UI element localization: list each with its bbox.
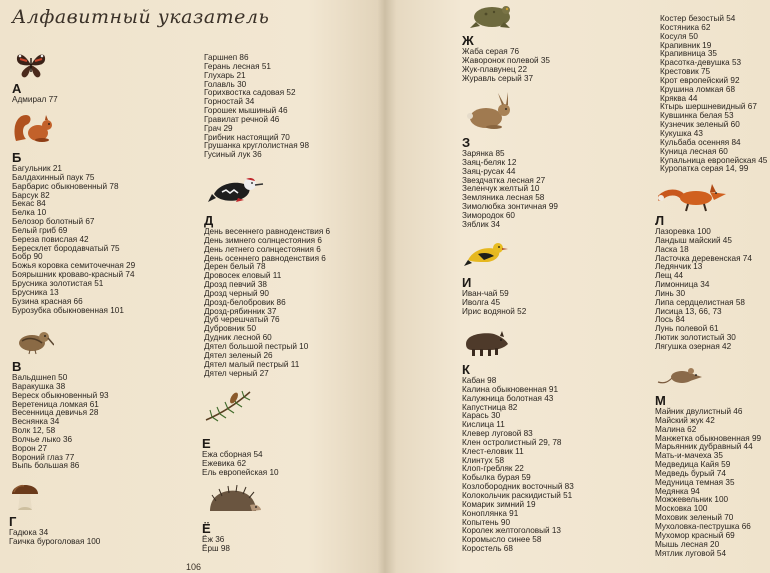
index-entry: Медуница темная 35 [655, 477, 735, 487]
index-entry: Королек желтоголовый 13 [462, 526, 561, 536]
index-entry: Веснянка 34 [12, 417, 60, 427]
index-entry: Дуб черешчатый 76 [204, 315, 280, 325]
index-entry: Белозор болотный 67 [12, 217, 95, 227]
index-entry: Заяц-русак 44 [462, 166, 516, 176]
woodcock-icon [14, 325, 54, 355]
index-entry: Балдахинный паук 75 [12, 172, 95, 182]
index-entry: День зимнего солнцестояния 6 [204, 235, 322, 245]
index-entry: Можжевельник 100 [655, 495, 729, 505]
index-entry: Комарик зимний 19 [462, 499, 536, 509]
index-entry: Горихвостка садовая 52 [204, 88, 296, 98]
index-entry: Лягушка озерная 42 [655, 341, 732, 351]
index-entry: Гадюка 34 [9, 528, 49, 537]
index-entry: Дубровник 50 [204, 324, 257, 334]
index-entry: Мышь лесная 20 [655, 539, 720, 549]
index-entry: Вороний глаз 77 [12, 452, 75, 462]
page-number: 106 [186, 562, 202, 572]
index-entry: Зяблик 34 [462, 219, 501, 229]
index-entry: Моховик зеленый 70 [655, 513, 734, 523]
index-entry: Заяц-беляк 12 [462, 157, 517, 167]
index-entry: Брусника 13 [12, 287, 59, 297]
section-letter: З [462, 135, 471, 150]
index-entry: Майский жук 42 [655, 415, 715, 425]
index-entry: Выпь большая 86 [12, 461, 80, 471]
index-entry: Кульбаба осенняя 84 [660, 137, 741, 147]
index-entry: Малина 62 [655, 424, 697, 434]
index-entry: Лимонница 34 [655, 280, 710, 290]
index-entry: Клоп-гребляк 22 [462, 464, 524, 474]
index-entry: Клевер луговой 83 [462, 429, 533, 439]
section-letter: Л [655, 213, 665, 228]
index-entry: Журавль серый 37 [462, 73, 534, 83]
index-entry: Ель европейская 10 [202, 467, 279, 477]
index-entry: Мухоловка-пеструшка 66 [655, 521, 751, 531]
index-entry: Варакушка 38 [12, 381, 66, 391]
index-entry: День весеннего равноденствия 6 [204, 227, 331, 236]
index-entry: Крапивник 19 [660, 40, 712, 50]
index-entry: Кукушка 43 [660, 128, 703, 138]
fox-icon [658, 178, 730, 212]
index-entry: Ворон 27 [12, 443, 48, 453]
index-entry: Дровосек еловый 11 [204, 271, 282, 281]
index-entry: Барбарис обыкновенный 78 [12, 181, 119, 191]
index-entry: День осеннего равноденствия 6 [204, 253, 326, 263]
index-entry: Дрозд-белобровик 86 [204, 297, 286, 307]
index-entry: Кувшинка белая 53 [660, 111, 734, 121]
index-entry: Волчье лыко 36 [12, 434, 73, 444]
index-entry: Дятел малый пестрый 11 [204, 359, 300, 369]
index-entry: Кобылка бурая 59 [462, 473, 531, 483]
index-entry: Медведица Кайя 59 [655, 460, 731, 470]
index-entry: Иволга 45 [462, 297, 501, 307]
index-entry: Дятел черный 27 [204, 368, 269, 378]
index-entry: Лещ 44 [655, 271, 684, 281]
section-letter: А [12, 81, 22, 96]
index-entry: Лютик золотистый 30 [655, 333, 736, 343]
index-entry: Ёж 36 [202, 535, 225, 544]
index-entry: Калина обыкновенная 91 [462, 384, 559, 394]
section-v [12, 360, 109, 471]
index-entry: Лазоревка 100 [655, 227, 711, 236]
index-entry: Бересклет бородавчатый 75 [12, 243, 120, 253]
index-entry: Косуля 50 [660, 31, 698, 41]
index-entry: Мухомор красный 69 [655, 530, 735, 540]
index-entry: Клен остролистный 29, 78 [462, 437, 562, 447]
index-entry: Линь 30 [655, 288, 686, 298]
section-k-continued [660, 15, 767, 174]
index-entry: Горностай 34 [204, 97, 255, 107]
index-entry: Колокольчик раскидистый 51 [462, 490, 573, 500]
index-entry: Боярышник кроваво-красный 74 [12, 270, 135, 280]
index-entry: Коромысло синее 58 [462, 535, 542, 545]
index-entry: Зеленчук желтый 10 [462, 184, 540, 194]
squirrel-icon [12, 111, 58, 143]
hare-icon [464, 92, 516, 130]
index-entry: Грач 29 [204, 123, 233, 133]
index-entry: Карась 30 [462, 411, 501, 421]
index-entry: Капустница 82 [462, 402, 518, 412]
index-entry: Бузина красная 66 [12, 296, 83, 306]
index-entry: Зимолюбка зонтичная 99 [462, 202, 558, 212]
index-entry: Брусника золотистая 51 [12, 278, 104, 288]
index-entry: Зарянка 85 [462, 149, 505, 158]
index-entry: Весенница девичья 28 [12, 408, 99, 418]
index-entry: Адмирал 77 [12, 95, 58, 104]
toad-icon [468, 0, 520, 30]
index-entry: Мятлик луговой 54 [655, 548, 727, 558]
index-entry: Клинтух 58 [462, 455, 505, 465]
index-entry: Божья коровка семиточечная 29 [12, 261, 136, 271]
section-letter: К [462, 362, 470, 377]
index-entry: Жук-плавунец 22 [462, 64, 528, 74]
section-g-continued [204, 54, 309, 160]
index-entry: Медянка 94 [655, 486, 700, 496]
index-entry: Дятел зеленый 26 [204, 350, 273, 360]
mouse-icon [656, 362, 706, 386]
section-letter: Б [12, 150, 22, 165]
index-entry: Дудник лесной 60 [204, 333, 272, 343]
index-entry: Звездчатка лесная 27 [462, 175, 546, 185]
index-entry: Гаичка буроголовая 100 [9, 536, 101, 546]
index-entry: Ежа сборная 54 [202, 450, 263, 459]
index-entry: Лунь полевой 61 [655, 324, 719, 334]
section-i [462, 276, 526, 317]
index-entry: Марьянник дубравный 44 [655, 442, 753, 452]
section-k [462, 363, 574, 554]
index-entry: Береза повислая 42 [12, 234, 89, 244]
index-entry: Голавль 30 [204, 79, 247, 89]
index-entry: Майник двулистный 46 [655, 407, 743, 416]
index-entry: Лось 84 [655, 315, 685, 325]
section-g [9, 515, 100, 547]
index-entry: Вереск обыкновенный 93 [12, 390, 109, 400]
index-entry: Манжетка обыкновенная 99 [655, 433, 762, 443]
index-entry: Куница лесная 60 [660, 146, 728, 156]
index-entry: Ирис водяной 52 [462, 306, 527, 316]
index-entry: Кислица 11 [462, 420, 505, 430]
index-entry: Коростель 68 [462, 544, 513, 554]
index-entry: Барсук 82 [12, 190, 50, 200]
index-entry: Козлобородник восточный 83 [462, 482, 574, 492]
index-entry: Дрозд черный 90 [204, 288, 269, 298]
section-z [462, 136, 558, 230]
index-entry: Кузнечик зеленый 60 [660, 120, 740, 130]
spruce-branch-icon [204, 388, 254, 424]
index-entry: Крапивница 35 [660, 49, 717, 59]
index-entry: Жаворонок полевой 35 [462, 55, 550, 65]
index-entry: Ежевика 62 [202, 458, 247, 468]
index-entry: Герань лесная 51 [204, 61, 271, 71]
index-entry: Кабан 98 [462, 376, 497, 385]
index-entry: Багульник 21 [12, 164, 62, 173]
index-entry: Крот европейский 92 [660, 75, 740, 85]
index-entry: Волк 12, 58 [12, 426, 56, 436]
section-e [202, 437, 279, 478]
section-letter: Г [9, 514, 17, 529]
section-letter: Ё [202, 521, 211, 536]
section-zh [462, 34, 550, 83]
index-entry: Ледянчик 13 [655, 262, 703, 272]
index-entry: Гаршнеп 86 [204, 53, 249, 62]
section-yo [202, 522, 230, 554]
index-entry: Жаба серая 76 [462, 47, 520, 56]
index-entry: Костяника 62 [660, 22, 711, 32]
index-entry: Клест-еловик 11 [462, 446, 524, 456]
index-entry: Липа сердцелистная 58 [655, 297, 745, 307]
section-letter: В [12, 359, 22, 374]
index-entry: Земляника лесная 58 [462, 193, 545, 203]
section-b [12, 151, 135, 315]
section-l [655, 214, 752, 352]
mushroom-icon [10, 478, 40, 512]
section-letter: Д [204, 213, 214, 228]
index-entry: Дрозд певчий 38 [204, 280, 267, 290]
index-entry: День летнего солнцестояния 6 [204, 244, 321, 254]
index-entry: Глухарь 21 [204, 70, 246, 80]
index-entry: Ёрш 98 [202, 543, 230, 553]
index-entry: Иван-чай 59 [462, 289, 509, 298]
index-entry: Красотка-девушка 53 [660, 58, 742, 68]
index-entry: Дерен белый 78 [204, 262, 266, 272]
index-entry: Мать-и-мачеха 35 [655, 451, 723, 461]
index-entry: Калужница болотная 43 [462, 393, 554, 403]
page-title: Алфавитный указатель [12, 6, 270, 28]
index-entry: Лисица 13, 66, 73 [655, 306, 722, 316]
index-entry: Грушанка круглолистная 98 [204, 141, 310, 151]
index-entry: Бобр 90 [12, 252, 43, 262]
index-entry: Ктырь шершневидный 67 [660, 102, 757, 112]
index-entry: Зимородок 60 [462, 210, 515, 220]
index-entry: Дятел большой пестрый 10 [204, 341, 309, 351]
index-entry: Крушина ломкая 68 [660, 84, 735, 94]
index-entry: Белый гриб 69 [12, 225, 68, 235]
index-entry: Копытень 90 [462, 517, 511, 527]
index-entry: Гусиный лук 36 [204, 150, 262, 160]
index-entry: Бурозубка обыкновенная 101 [12, 305, 124, 315]
index-entry: Вальдшнеп 50 [12, 373, 68, 382]
index-entry: Ласка 18 [655, 244, 689, 254]
woodpecker-icon [208, 170, 264, 210]
index-entry: Коноплянка 91 [462, 508, 519, 518]
section-letter: И [462, 275, 472, 290]
index-entry: Грибник настоящий 70 [204, 132, 290, 142]
index-entry: Куропатка серая 14, 99 [660, 164, 749, 174]
index-entry: Ландыш майский 45 [655, 235, 732, 245]
section-letter: М [655, 393, 666, 408]
boar-icon [460, 326, 510, 358]
index-entry: Кряква 44 [660, 93, 698, 103]
index-entry: Бекас 84 [12, 199, 46, 209]
index-entry: Московка 100 [655, 504, 708, 514]
index-entry: Гравилат речной 46 [204, 114, 280, 124]
index-entry: Крестовик 75 [660, 67, 711, 77]
section-a [12, 82, 58, 105]
index-entry: Ласточка деревенская 74 [655, 253, 752, 263]
hedgehog-icon [206, 485, 262, 515]
section-letter: Ж [462, 33, 474, 48]
index-entry: Медведь бурый 74 [655, 468, 726, 478]
index-entry: Дрозд-рябинник 37 [204, 306, 277, 316]
section-letter: Е [202, 436, 211, 451]
index-entry: Костер безостый 54 [660, 14, 736, 23]
section-d [204, 214, 330, 378]
index-entry: Веретеница ломкая 61 [12, 399, 99, 409]
index-entry: Белка 10 [12, 208, 47, 218]
oriole-icon [464, 236, 508, 270]
index-entry: Горошек мышиный 46 [204, 106, 288, 116]
butterfly-icon [14, 50, 48, 80]
index-entry: Купальница европейская 45 [660, 155, 768, 165]
section-m [655, 394, 761, 558]
